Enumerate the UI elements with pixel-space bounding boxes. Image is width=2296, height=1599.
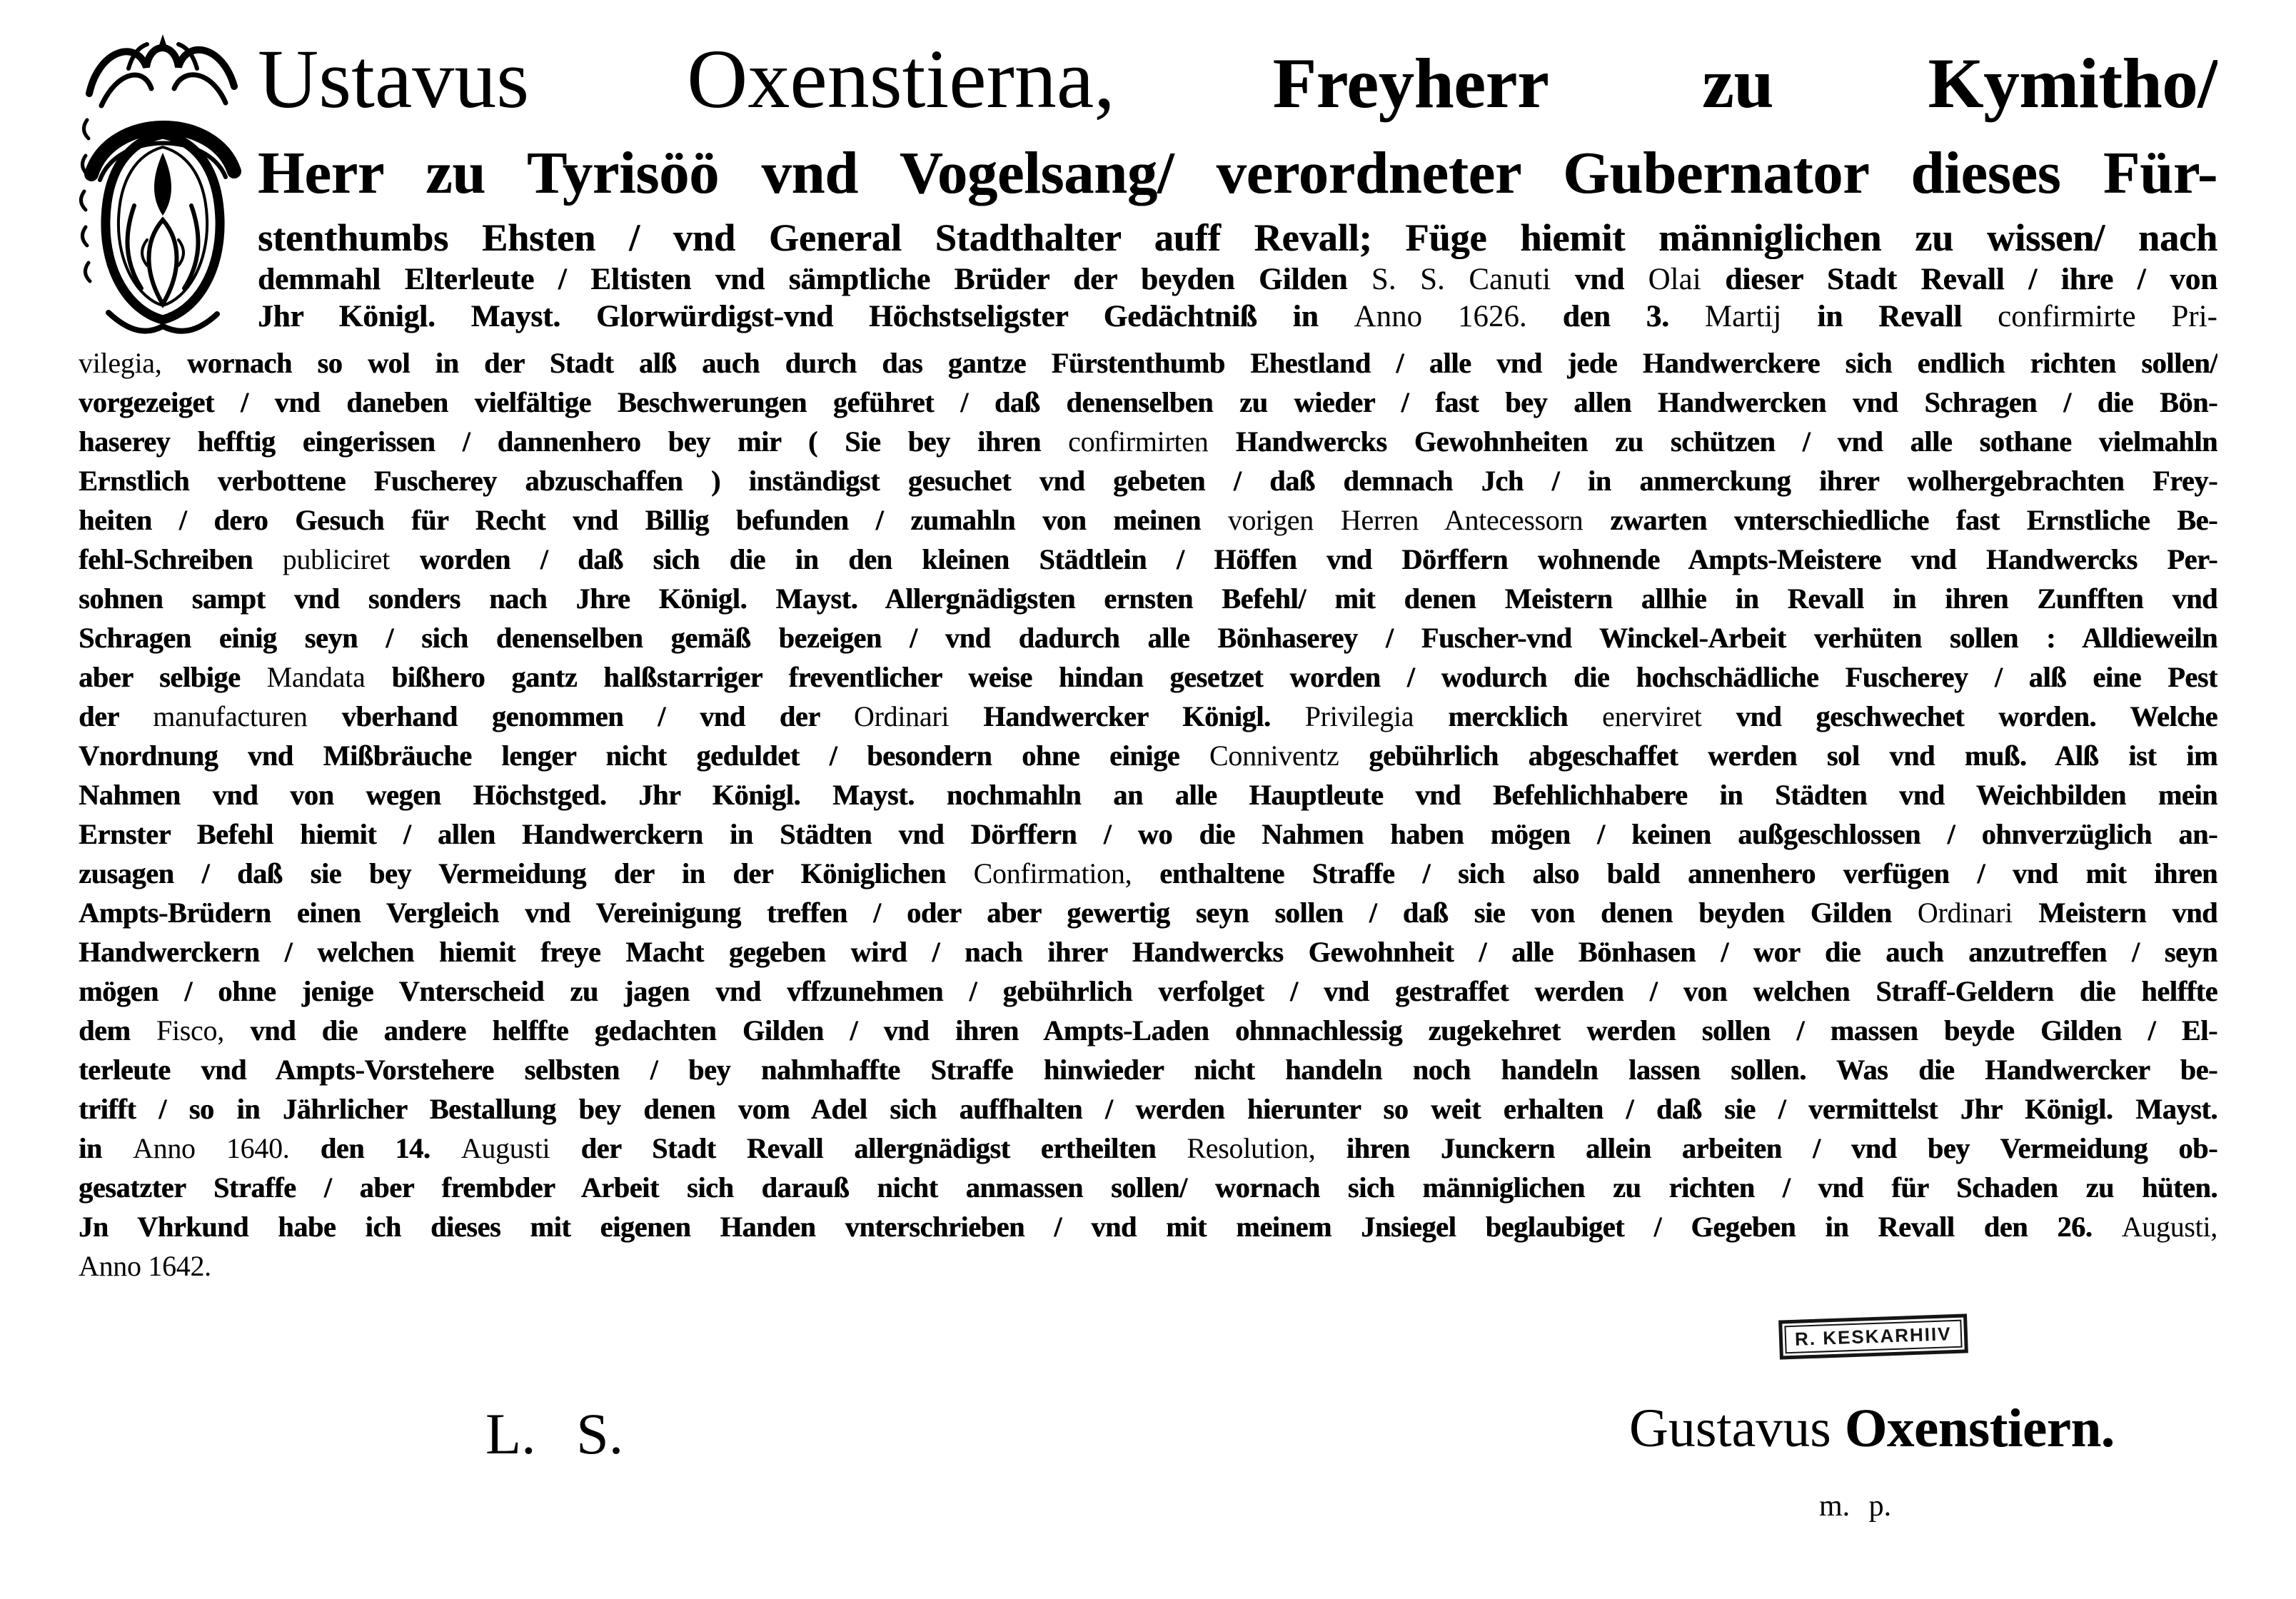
signature	[1629, 1398, 2115, 1460]
text-segment: Freyherr zu Kymitho/	[1272, 44, 2217, 123]
body-line	[79, 422, 2217, 461]
text-segment: Handwercker Königl.	[983, 700, 1305, 732]
text-segment: vberhand genommen / vnd der	[341, 700, 855, 732]
text-segment: Schragen einig seyn / sich denenselben gemäß bezeigen / vnd dadurch alle Bönhaserey / Fuscher-vnd Winckel-Arbeit verhüten sollen : Alldieweiln	[79, 622, 2217, 654]
body-line	[79, 1129, 2217, 1168]
body-line	[79, 932, 2217, 972]
text-segment: Ampts-Brüdern einen Vergleich vnd Vereinigung treffen / oder aber gewertig seyn sollen / daß sie von denen beyden Gilden	[79, 897, 1918, 929]
body-line	[79, 657, 2217, 697]
text-segment: Augusti,	[2121, 1211, 2217, 1243]
text-segment: Martij	[1704, 300, 1818, 333]
text-segment: mögen / ohne jenige Vnterscheid zu jagen vnd vffzunehmen / gebührlich verfolget / vnd gestraffet werden / von welchen Straff-Geldern die helffte	[79, 975, 2217, 1007]
text-segment: der	[79, 700, 153, 732]
body-line	[79, 736, 2217, 775]
body-line	[79, 540, 2217, 579]
text-segment: enthaltene Straffe / sich also bald annenhero verfügen / vnd mit ihren	[1159, 857, 2217, 889]
text-segment: Resolution,	[1187, 1132, 1346, 1164]
text-segment: stenthumbs Ehsten / vnd General Stadthalter auff Revall; Füge hiemit männiglichen zu wissen/ nach	[258, 216, 2217, 259]
text-segment: haserey hefftig eingerissen / dannenhero bey mir ( Sie bey ihren	[79, 425, 1069, 458]
text-segment: mercklich	[1448, 700, 1603, 732]
text-segment: Mandata	[266, 661, 392, 693]
body-line	[79, 383, 2217, 422]
text-segment: fehl-Schreiben	[79, 543, 283, 575]
text-segment: confirmirten	[1068, 425, 1236, 458]
text-segment: Ustavus Oxenstierna,	[258, 32, 1273, 126]
archive-stamp	[1778, 1313, 1968, 1359]
text-segment: terleute vnd Ampts-Vorstehere selbsten / bey nahmhaffte Straffe hinwieder nicht handeln noch handeln lassen sollen. Was die Handwercker be-	[79, 1054, 2217, 1086]
text-segment: Handwerckern / welchen hiemit freye Macht gegeben wird / nach ihrer Handwercks Gewohnheit / alle Bönhasen / wor die auch anzutreffen / seyn	[79, 936, 2217, 968]
text-segment: dem	[79, 1014, 157, 1046]
text-segment: sohnen sampt vnd sonders nach Jhre Königl. Mayst. Allergnädigsten ernsten Befehl/ mit denen Meistern allhie in Revall in ihren Zunfften vnd	[79, 582, 2217, 615]
body-line	[79, 893, 2217, 932]
text-segment: publiciret	[282, 543, 420, 575]
text-segment: dieser Stadt Revall / ihre / von	[1725, 263, 2217, 296]
text-segment: vnd geschwechet worden. Welche	[1736, 700, 2217, 732]
body-line	[79, 500, 2217, 540]
woodcut-ornament-icon	[79, 26, 246, 336]
text-segment: vorigen Herren Antecessorn	[1227, 504, 1611, 536]
document-header	[79, 26, 2217, 336]
text-segment: in	[79, 1132, 134, 1164]
text-segment: Ordinari	[1917, 897, 2039, 929]
body-line	[79, 1011, 2217, 1050]
text-segment: trifft / so in Jährlicher Bestallung bey denen vom Adel sich auffhalten / werden hierunter so weit erhalten / daß sie / vermittelst Jhr Königl. Mayst.	[79, 1093, 2217, 1125]
body-line	[79, 1207, 2217, 1246]
text-segment: worden / daß sich die in den kleinen Städtlein / Höffen vnd Dörffern wohnende Ampts-Meistere vnd Handwercks Per-	[419, 543, 2217, 575]
text-segment: S. S. Canuti	[1371, 263, 1575, 296]
text-segment: den 3.	[1562, 300, 1705, 333]
text-segment: manufacturen	[153, 700, 342, 732]
text-segment: Fisco,	[156, 1014, 251, 1046]
text-segment: enerviret	[1602, 700, 1736, 732]
text-segment: gesatzter Straffe / aber frembder Arbeit sich darauß nicht anmassen sollen/ wornach sich männiglichen zu richten / vnd für Schaden zu hüten.	[79, 1171, 2217, 1204]
text-segment: heiten / dero Gesuch für Recht vnd Billig befunden / zumahln von meinen	[79, 504, 1228, 536]
text-segment: vnd die andere helffte gedachten Gilden / vnd ihren Ampts-Laden ohnnachlessig zugekehret werden sollen / massen beyde Gilden / El-	[250, 1014, 2217, 1046]
text-segment: Privilegia	[1304, 700, 1449, 732]
body-line	[79, 775, 2217, 814]
text-segment: vnd	[1574, 263, 1648, 296]
text-segment: Ernster Befehl hiemit / allen Handwerckern in Städten vnd Dörffern / wo die Nahmen haben mögen / keinen außgeschlossen / ohnverzüglich an-	[79, 818, 2217, 850]
body-line	[79, 814, 2217, 854]
text-segment: vilegia,	[79, 347, 188, 379]
text-segment: aber selbige	[79, 661, 267, 693]
body-line	[79, 697, 2217, 736]
body-text	[79, 343, 2217, 1286]
body-line	[79, 854, 2217, 893]
heading-line-2	[258, 133, 2217, 214]
heading-lines	[258, 26, 2217, 336]
body-line	[79, 579, 2217, 618]
archive-stamp-text: R. KESKARHIIV	[1784, 1320, 1962, 1354]
text-segment: Ernstlich verbottene Fuscherey abzuschaffen ) inständigst gesuchet vnd gebeten / daß demnach Jch / in anmerckung ihrer wolhergebrachten Frey-	[79, 465, 2217, 497]
manu-propria: m. p.	[1819, 1490, 1892, 1523]
body-line	[79, 343, 2217, 383]
heading-line-4	[258, 261, 2217, 298]
locus-sigilli: L. S.	[485, 1401, 624, 1466]
text-segment: Jhr Königl. Mayst. Glorwürdigst-vnd Höchstseligster Gedächtniß in	[258, 300, 1354, 333]
heading-line-5	[258, 298, 2217, 336]
text-segment: Oxenstiern.	[1844, 1398, 2115, 1458]
text-segment: Olai	[1648, 263, 1726, 296]
body-line	[79, 1050, 2217, 1089]
text-segment: in Revall	[1817, 300, 1998, 333]
heading-line-1	[258, 26, 2217, 133]
body-line	[79, 972, 2217, 1011]
text-segment: Ordinari	[854, 700, 984, 732]
initial-g-woodcut	[79, 26, 246, 336]
body-line	[79, 461, 2217, 500]
text-segment: Anno 1626.	[1354, 300, 1563, 333]
text-segment: Augusti	[460, 1132, 581, 1164]
text-segment: bißhero gantz halßstarriger freventlicher weise hindan gesetzet worden / wodurch die hochschädliche Fuscherey / alß eine Pest	[391, 661, 2217, 693]
text-segment: gebührlich abgeschaffet werden sol vnd muß. Alß ist im	[1369, 740, 2217, 772]
body-line	[79, 1168, 2217, 1207]
text-segment: der Stadt Revall allergnädigst ertheilten	[580, 1132, 1187, 1164]
body-line	[79, 1089, 2217, 1129]
text-segment: confirmirte Pri-	[1998, 300, 2217, 333]
text-segment: demmahl Elterleute / Eltisten vnd sämptliche Brüder der beyden Gilden	[258, 263, 1371, 296]
text-segment: Meistern vnd	[2038, 897, 2217, 929]
text-segment: ihren Junckern allein arbeiten / vnd bey Vermeidung ob-	[1346, 1132, 2217, 1164]
heading-line-3	[258, 214, 2217, 261]
text-segment: Vnordnung vnd Mißbräuche lenger nicht geduldet / besondern ohne einige	[79, 740, 1209, 772]
text-segment: Anno 1642.	[79, 1250, 211, 1282]
text-segment: Conniventz	[1209, 740, 1369, 772]
text-segment: Nahmen vnd von wegen Höchstged. Jhr Königl. Mayst. nochmahln an alle Hauptleute vnd Befehlichhabere in Städten vnd Weichbilden mein	[79, 779, 2217, 811]
text-segment: Confirmation,	[973, 857, 1160, 889]
text-segment: Jn Vhrkund habe ich dieses mit eigenen Handen vnterschrieben / vnd mit meinem Jnsiegel beglaubiget / Gegeben in Revall den 26.	[79, 1211, 2122, 1243]
text-segment: zwarten vnterschiedliche fast Ernstliche Be-	[1610, 504, 2217, 536]
text-segment: Gustavus	[1629, 1398, 1845, 1458]
body-line	[79, 618, 2217, 657]
text-segment: vorgezeiget / vnd daneben vielfältige Beschwerungen geführet / daß denenselben zu wieder / fast bey allen Handwercken vnd Schragen / die Bön-	[79, 386, 2217, 418]
text-segment: den 14.	[320, 1132, 461, 1164]
text-segment: wornach so wol in der Stadt alß auch durch das gantze Fürstenthumb Ehestland / alle vnd jede Handwerckere sich endlich richten sollen/	[187, 347, 2217, 379]
text-segment: Herr zu Tyrisöö vnd Vogelsang/ verordneter Gubernator dieses Für-	[258, 140, 2217, 206]
text-segment: zusagen / daß sie bey Vermeidung der in der Königlichen	[79, 857, 974, 889]
text-segment: Handwercks Gewohnheiten zu schützen / vnd alle sothane vielmahln	[1235, 425, 2217, 458]
text-segment: Anno 1640.	[133, 1132, 321, 1164]
body-line	[79, 1246, 2217, 1286]
